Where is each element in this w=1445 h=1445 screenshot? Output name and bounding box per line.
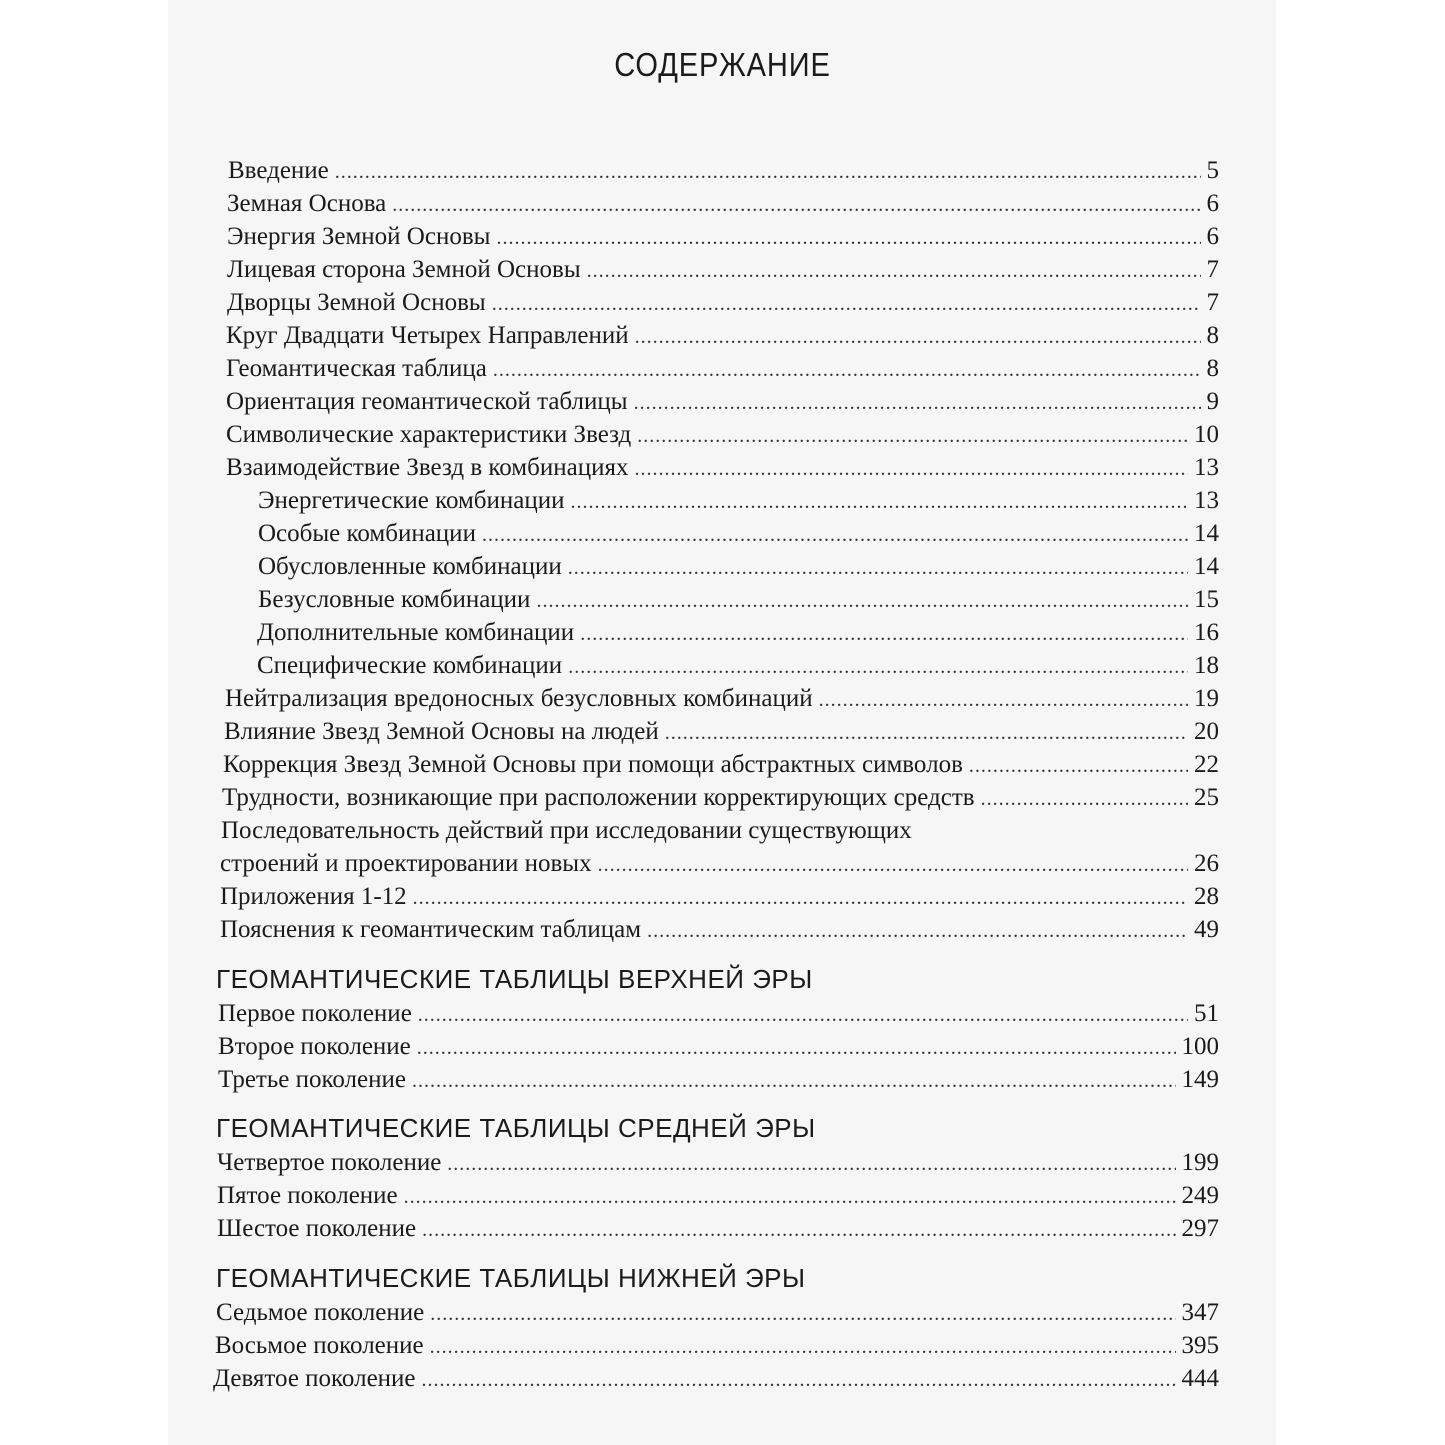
toc-entry-label: Круг Двадцати Четырех Направлений bbox=[226, 322, 629, 349]
toc-entry-page: 13 bbox=[1194, 487, 1219, 514]
toc-entry-label: Коррекция Звезд Земной Основы при помощи абстрактных символов bbox=[223, 751, 963, 778]
toc-entry-label: Девятое поколение bbox=[213, 1365, 416, 1392]
toc-entry-page: 395 bbox=[1181, 1332, 1219, 1359]
toc-entry-continuation bbox=[220, 847, 1219, 881]
toc-entry bbox=[226, 352, 1219, 386]
toc-entry-label: Влияние Звезд Земной Основы на людей bbox=[224, 718, 659, 745]
toc-leader-dots bbox=[392, 188, 1200, 222]
toc-entry-label: строений и проектировании новых bbox=[220, 850, 592, 877]
toc-entry-label: Седьмое поколение bbox=[216, 1299, 425, 1326]
toc-entry-label: Энергетические комбинации bbox=[258, 487, 565, 514]
toc-leader-dots bbox=[536, 584, 1188, 618]
toc-entry-page: 249 bbox=[1181, 1182, 1219, 1209]
toc-entry-page: 9 bbox=[1206, 388, 1219, 415]
toc-entry bbox=[222, 781, 1219, 815]
toc-entry bbox=[227, 286, 1219, 320]
toc-leader-dots bbox=[492, 287, 1201, 321]
toc-leader-dots bbox=[430, 1330, 1176, 1364]
toc-entry-label: Дополнительные комбинации bbox=[257, 619, 575, 646]
toc-subentry bbox=[258, 484, 1219, 518]
toc-entry-page: 6 bbox=[1206, 190, 1219, 217]
toc-entry bbox=[226, 385, 1219, 419]
toc-leader-dots bbox=[969, 749, 1188, 783]
toc-entry bbox=[220, 913, 1219, 947]
toc-entry-page: 199 bbox=[1181, 1149, 1219, 1176]
toc-leader-dots bbox=[447, 1147, 1175, 1181]
toc-leader-dots bbox=[637, 419, 1188, 453]
toc-leader-dots bbox=[404, 1180, 1176, 1214]
toc-entry-page: 347 bbox=[1181, 1299, 1219, 1326]
toc-entry bbox=[226, 319, 1219, 353]
toc-entry bbox=[227, 220, 1219, 254]
toc-subentry bbox=[258, 550, 1219, 584]
toc-entry-label: Восьмое поколение bbox=[215, 1332, 424, 1359]
toc-leader-dots bbox=[422, 1363, 1176, 1397]
toc-entry bbox=[226, 418, 1219, 452]
toc-subentry bbox=[258, 517, 1219, 551]
toc-leader-dots bbox=[634, 452, 1188, 486]
toc-entry-label: Пояснения к геомантическим таблицам bbox=[220, 916, 642, 943]
toc-leader-dots bbox=[430, 1297, 1175, 1331]
section-heading-lower-era: ГЕОМАНТИЧЕСКИЕ ТАБЛИЦЫ НИЖНЕЙ ЭРЫ bbox=[216, 1263, 806, 1293]
toc-entry-label: Четвертое поколение bbox=[217, 1149, 442, 1176]
toc-entry-page: 19 bbox=[1194, 685, 1219, 712]
toc-entry-label: Особые комбинации bbox=[258, 520, 476, 547]
toc-entry bbox=[217, 1212, 1219, 1246]
toc-entry-label: Третье поколение bbox=[218, 1066, 406, 1093]
toc-entry bbox=[225, 682, 1219, 716]
toc-entry-page: 7 bbox=[1206, 256, 1219, 283]
toc-entry-page: 6 bbox=[1206, 223, 1219, 250]
toc-leader-dots bbox=[482, 518, 1188, 552]
toc-leader-dots bbox=[422, 1213, 1175, 1247]
toc-entry-page: 100 bbox=[1181, 1033, 1219, 1060]
section-heading-upper-era: ГЕОМАНТИЧЕСКИЕ ТАБЛИЦЫ ВЕРХНЕЙ ЭРЫ bbox=[216, 964, 813, 994]
toc-entry-label: Геомантическая таблица bbox=[226, 355, 487, 382]
toc-subentry bbox=[257, 649, 1219, 683]
toc-leader-dots bbox=[568, 551, 1188, 585]
section-heading-middle-era: ГЕОМАНТИЧЕСКИЕ ТАБЛИЦЫ СРЕДНЕЙ ЭРЫ bbox=[216, 1113, 816, 1143]
toc-leader-dots bbox=[634, 386, 1201, 420]
toc-entry-label: Лицевая сторона Земной Основы bbox=[227, 256, 581, 283]
toc-entry bbox=[220, 880, 1219, 914]
page-title: СОДЕРЖАНИЕ bbox=[614, 46, 831, 83]
toc-leader-dots bbox=[665, 716, 1188, 750]
toc-leader-dots bbox=[647, 914, 1188, 948]
toc-entry-page: 18 bbox=[1194, 652, 1219, 679]
toc-entry-page: 8 bbox=[1206, 355, 1219, 382]
toc-leader-dots bbox=[819, 683, 1188, 717]
toc-entry-page: 22 bbox=[1194, 751, 1219, 778]
toc-leader-dots bbox=[587, 254, 1201, 288]
toc-entry-page: 297 bbox=[1181, 1215, 1219, 1242]
toc-entry bbox=[227, 187, 1219, 221]
toc-entry-page: 14 bbox=[1194, 553, 1219, 580]
toc-entry bbox=[218, 1030, 1219, 1064]
toc-leader-dots bbox=[568, 650, 1188, 684]
toc-leader-dots bbox=[571, 485, 1189, 519]
toc-leader-dots bbox=[493, 353, 1201, 387]
toc-entry-label: Взаимодействие Звезд в комбинациях bbox=[226, 454, 629, 481]
toc-entry-label: Дворцы Земной Основы bbox=[227, 289, 486, 316]
toc-entry-page: 14 bbox=[1194, 520, 1219, 547]
toc-leader-dots bbox=[418, 998, 1188, 1032]
toc-subentry bbox=[258, 583, 1219, 617]
toc-entry-page: 20 bbox=[1194, 718, 1219, 745]
toc-entry-label: Второе поколение bbox=[218, 1033, 411, 1060]
toc-entry-label: Ориентация геомантической таблицы bbox=[226, 388, 628, 415]
toc-entry-label: Введение bbox=[228, 157, 329, 184]
toc-entry-label: Нейтрализация вредоносных безусловных комбинаций bbox=[225, 685, 813, 712]
toc-entry-label: Последовательность действий при исследовании существующих bbox=[221, 817, 912, 844]
toc-entry-label: Обусловленные комбинации bbox=[258, 553, 562, 580]
toc-entry bbox=[228, 154, 1219, 188]
toc-entry-page: 13 bbox=[1194, 454, 1219, 481]
toc-leader-dots bbox=[335, 155, 1201, 189]
toc-leader-dots bbox=[412, 1064, 1176, 1098]
toc-entry bbox=[217, 1146, 1219, 1180]
toc-entry-page: 28 bbox=[1194, 883, 1219, 910]
toc-entry-label: Энергия Земной Основы bbox=[227, 223, 491, 250]
toc-entry bbox=[215, 1329, 1219, 1363]
toc-leader-dots bbox=[417, 1031, 1176, 1065]
toc-entry-page: 25 bbox=[1194, 784, 1219, 811]
toc-entry-label: Шестое поколение bbox=[217, 1215, 417, 1242]
toc-entry bbox=[216, 1296, 1219, 1330]
toc-entry bbox=[227, 253, 1219, 287]
toc-entry bbox=[217, 1179, 1219, 1213]
toc-entry-label: Первое поколение bbox=[218, 1000, 412, 1027]
toc-entry-label: Пятое поколение bbox=[217, 1182, 398, 1209]
toc-entry bbox=[224, 715, 1219, 749]
toc-entry-label: Специфические комбинации bbox=[257, 652, 563, 679]
toc-entry bbox=[218, 1063, 1219, 1097]
toc-entry-page: 16 bbox=[1194, 619, 1219, 646]
toc-subentry bbox=[257, 616, 1219, 650]
toc-entry-page: 10 bbox=[1194, 421, 1219, 448]
toc-entry-page: 49 bbox=[1194, 916, 1219, 943]
toc-leader-dots bbox=[496, 221, 1200, 255]
toc-entry-label: Символические характеристики Звезд bbox=[226, 421, 632, 448]
toc-entry-label: Трудности, возникающие при расположении корректирующих средств bbox=[222, 784, 975, 811]
toc-leader-dots bbox=[580, 617, 1188, 651]
toc-leader-dots bbox=[981, 782, 1188, 816]
toc-entry-page: 15 bbox=[1194, 586, 1219, 613]
toc-entry bbox=[226, 451, 1219, 485]
toc-leader-dots bbox=[413, 881, 1188, 915]
toc-entry bbox=[213, 1362, 1219, 1396]
toc-entry bbox=[218, 997, 1219, 1031]
toc-entry-page: 8 bbox=[1206, 322, 1219, 349]
toc-entry-page: 149 bbox=[1181, 1066, 1219, 1093]
toc-entry-label: Приложения 1-12 bbox=[220, 883, 407, 910]
toc-entry-label: Земная Основа bbox=[227, 190, 387, 217]
toc-entry-page: 7 bbox=[1206, 289, 1219, 316]
toc-entry-page: 51 bbox=[1194, 1000, 1219, 1027]
toc-leader-dots bbox=[598, 848, 1188, 882]
toc-leader-dots bbox=[635, 320, 1201, 354]
toc-entry-label: Безусловные комбинации bbox=[258, 586, 531, 613]
toc-entry bbox=[223, 748, 1219, 782]
toc-entry bbox=[221, 814, 1219, 848]
toc-entry-page: 5 bbox=[1206, 157, 1219, 184]
toc-entry-page: 444 bbox=[1181, 1365, 1219, 1392]
toc-entry-page: 26 bbox=[1194, 850, 1219, 877]
